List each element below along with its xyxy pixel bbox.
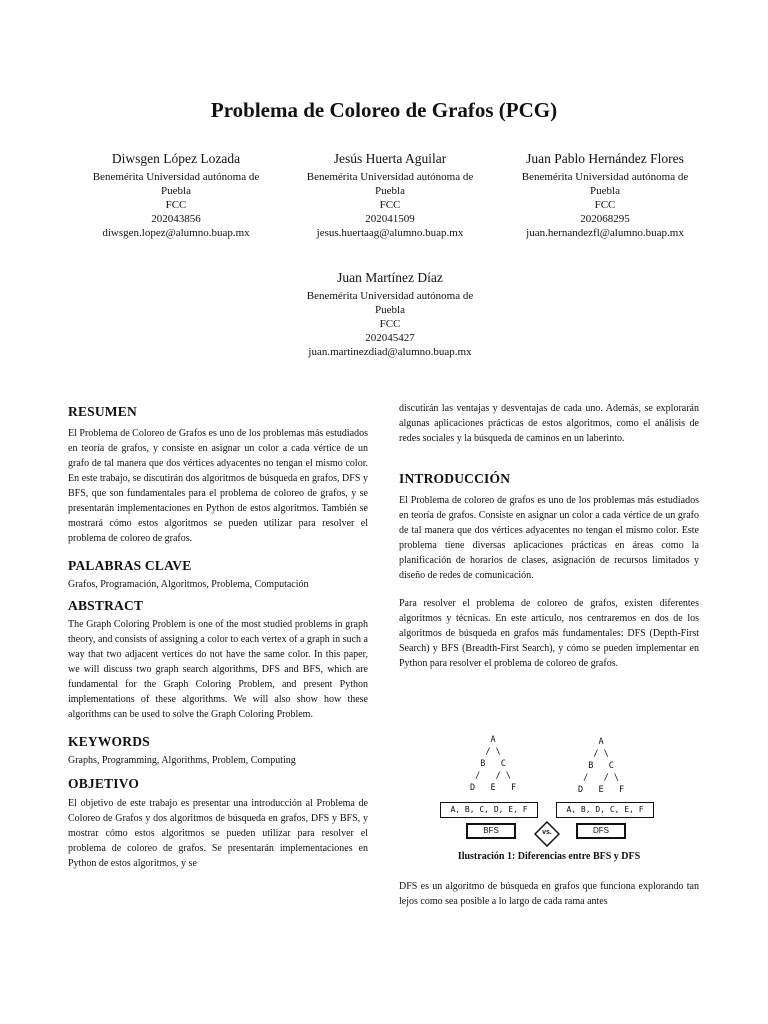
author-institution: Benemérita Universidad autónoma de	[521, 171, 689, 183]
vs-label: vs.	[542, 829, 552, 836]
author-institution: Benemérita Universidad autónoma de	[306, 171, 474, 183]
dfs-paragraph-container	[399, 879, 699, 909]
objetivo-text: El objetivo de este trabajo es presentar una introducción al Problema de Coloreo de Grafos y dos algoritmos de búsqueda en grafos, DFS y BFS, y mostrar cómo estos algoritmos se pueden utilizar para resolver el problema de coloreo de grafos. Se presentarán implementaciones en Python de estos algoritmos, y se	[68, 798, 368, 869]
author-id: 202043856	[151, 213, 201, 225]
dfs-paragraph: DFS es un algoritmo de búsqueda en grafos que funciona explorando tan lejos como sea posible a lo largo de cada rama antes	[399, 881, 699, 907]
keywords-heading: KEYWORDS	[68, 734, 150, 749]
left-column	[68, 404, 368, 871]
bfs-tree-diagram: A / \ B C / / \ D E F	[470, 735, 517, 793]
abstract-heading: ABSTRACT	[68, 598, 144, 613]
author-email: juan.hernandezfl@alumno.buap.mx	[526, 227, 684, 239]
author-institution: Benemérita Universidad autónoma de	[306, 290, 474, 302]
author-block-4	[280, 269, 500, 359]
dfs-tree-diagram: A / \ B C / / \ D E F	[578, 737, 625, 795]
author-block-2	[280, 150, 500, 240]
author-id: 202068295	[580, 213, 630, 225]
author-institution-2: Puebla	[590, 185, 620, 197]
author-name: Jesús Huerta Aguilar	[333, 151, 447, 166]
author-institution-2: Puebla	[375, 304, 405, 316]
abstract-text: The Graph Coloring Problem is one of the most studied problems in graph theory, and consists of assigning a color to each vertex of a graph in such a way that two adjacent vertices do not have the same color. In this paper, we will discuss two graph search algorithms, DFS and BFS, which are fundamental for the Graph Coloring Problem, and present Python implementations of these algorithms. We will also show how these algorithms can be used to solve the Graph Coloring Problem.	[68, 619, 368, 720]
dfs-label-box: DFS	[576, 823, 626, 839]
author-department: FCC	[594, 199, 616, 211]
author-institution-2: Puebla	[161, 185, 191, 197]
objetivo-continued-text: discutirán las ventajas y desventajas de cada uno. Además, se explorarán algunas aplicaciones prácticas de estos algoritmos, como el análisis de redes sociales y la búsqueda de caminos en un laberinto.	[399, 403, 699, 444]
bfs-label-box: BFS	[466, 823, 516, 839]
author-email: diwsgen.lopez@alumno.buap.mx	[102, 227, 250, 239]
author-email: jesus.huertaag@alumno.buap.mx	[316, 227, 464, 239]
author-block-3	[495, 150, 715, 240]
objetivo-heading: OBJETIVO	[68, 776, 140, 791]
author-name: Diwsgen López Lozada	[111, 151, 241, 166]
author-institution: Benemérita Universidad autónoma de	[92, 171, 260, 183]
author-institution-2: Puebla	[375, 185, 405, 197]
figure-caption: Ilustración 1: Diferencias entre BFS y DFS	[457, 851, 641, 862]
resumen-heading: RESUMEN	[68, 404, 137, 419]
author-department: FCC	[379, 318, 401, 330]
right-column	[399, 401, 699, 671]
author-email: juan.martinezdiad@alumno.buap.mx	[308, 346, 472, 358]
keywords-text: Graphs, Programming, Algorithms, Problem, Computing	[68, 755, 296, 766]
paper-title: Problema de Coloreo de Grafos (PCG)	[210, 98, 558, 122]
bfs-order-box: A, B, C, D, E, F	[440, 802, 538, 818]
palabras-clave-heading: PALABRAS CLAVE	[68, 558, 192, 573]
introduccion-heading: INTRODUCCIÓN	[399, 471, 511, 486]
dfs-order-box: A, B, D, C, E, F	[556, 802, 654, 818]
introduccion-paragraph-2: Para resolver el problema de coloreo de grafos, existen diferentes algoritmos y técnicas. En este artículo, nos centraremos en dos de los algoritmos de búsqueda en grafos más fundamentales: DFS (Depth-First Search) y BFS (Breadth-First Search), y cómo se pueden implementar en Python para resolver el problema de coloreo de grafos.	[399, 598, 699, 669]
author-id: 202045427	[365, 332, 415, 344]
introduccion-paragraph-1: El Problema de coloreo de grafos es uno de los problemas más estudiados en teoría de grafos. Consiste en asignar un color a cada vértice de un grafo de tal manera que dos vértices adyacentes no tengan el mismo color. Este problema tiene diversas aplicaciones prácticas en áreas como la planificación de horarios de clases, asignación de recursos limitados y diseño de redes de comunicación.	[399, 495, 699, 581]
author-id: 202041509	[365, 213, 415, 225]
resumen-text: El Problema de Coloreo de Grafos es uno de los problemas más estudiados en teoría de grafos, y consiste en asignar un color a cada vértice de un grafo de tal manera que dos vértices adyacentes no tengan el mismo color. En este trabajo, se discutirán dos algoritmos de búsqueda en grafos, DFS y BFS, que son fundamentales para el problema de coloreo de grafos, y se presentarán implementaciones en Python de estos algoritmos. También se mostrará cómo estos algoritmos se pueden utilizar para resolver el problema de coloreo de grafos.	[68, 428, 368, 544]
author-name: Juan Pablo Hernández Flores	[526, 151, 684, 166]
palabras-clave-text: Grafos, Programación, Algoritmos, Problema, Computación	[68, 579, 309, 590]
author-block-1	[66, 150, 286, 240]
author-department: FCC	[165, 199, 187, 211]
author-department: FCC	[379, 199, 401, 211]
bfs-dfs-figure	[440, 728, 700, 868]
author-name: Juan Martínez Díaz	[337, 270, 443, 285]
